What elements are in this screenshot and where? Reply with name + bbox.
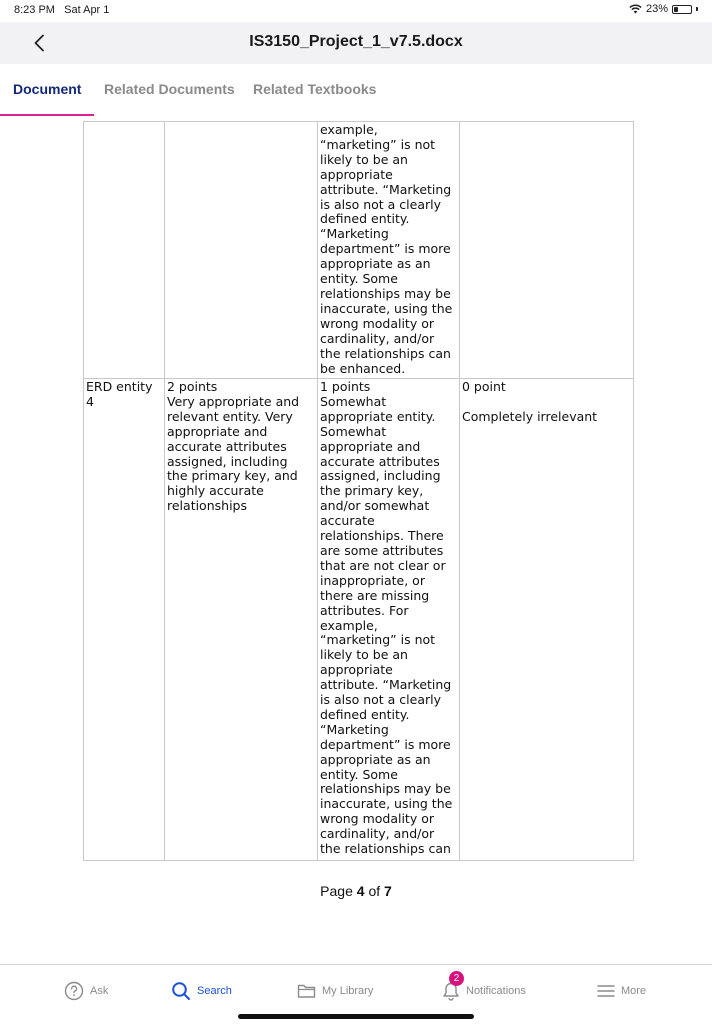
cell-line: attributes. For bbox=[320, 602, 409, 618]
cell-line: and/or somewhat bbox=[320, 498, 430, 514]
cell-line: wrong modality or bbox=[320, 315, 434, 331]
cell-line: inaccurate, using the bbox=[320, 796, 453, 812]
cell-line: Completely irrelevant bbox=[462, 408, 598, 424]
cell-line: wrong modality or bbox=[320, 811, 434, 827]
cell-line: accurate bbox=[320, 513, 375, 529]
cell-line: Somewhat bbox=[320, 393, 387, 409]
cell-line: that are not clear or bbox=[320, 557, 446, 573]
cell-line: cardinality, and/or bbox=[320, 826, 435, 842]
cell-line: example, bbox=[320, 123, 378, 137]
table-cell-partial bbox=[320, 380, 458, 860]
cell-line: attribute. “Marketing bbox=[320, 181, 452, 197]
cell-line: relevant entity. Very bbox=[167, 408, 293, 424]
cell-line: relationships may be bbox=[320, 285, 451, 301]
cell-line: 2 points bbox=[167, 380, 218, 394]
cell-line: are some attributes bbox=[320, 542, 444, 558]
cell-line: cardinality, and/or bbox=[320, 330, 435, 346]
cell-line: “marketing” is not bbox=[320, 632, 436, 648]
document-title: IS3150_Project_1_v7.5.docx bbox=[249, 33, 463, 50]
cell-line: attribute. “Marketing bbox=[320, 677, 452, 693]
cell-line: likely to be an bbox=[320, 151, 408, 167]
wifi-icon bbox=[629, 4, 642, 14]
total-pages: 7 bbox=[384, 883, 392, 899]
cell-line: relationships may be bbox=[320, 781, 451, 797]
cell-line: inappropriate, or bbox=[320, 572, 425, 588]
cell-line: likely to be an bbox=[320, 647, 408, 663]
menu-icon bbox=[597, 984, 615, 998]
status-bar bbox=[0, 0, 712, 22]
cell-line: “Marketing bbox=[320, 721, 389, 737]
tab-bar bbox=[0, 64, 712, 116]
cell-line: appropriate entity. bbox=[320, 408, 436, 424]
cell-line: entity. Some bbox=[320, 766, 398, 782]
table-cell-excellent bbox=[167, 380, 317, 514]
cell-line: be enhanced. bbox=[320, 360, 406, 376]
cell-line: “Marketing bbox=[320, 226, 389, 242]
status-time: 8:23 PM Sat Apr 1 bbox=[14, 4, 110, 16]
cell-line: department” is more bbox=[320, 241, 451, 257]
cell-line: assigned, including bbox=[167, 453, 288, 469]
table-cell-row1-partial bbox=[320, 123, 458, 376]
page-indicator: Page 4 of 7 bbox=[320, 883, 392, 899]
cell-line: defined entity. bbox=[320, 706, 410, 722]
tab-related-textbooks[interactable]: Related Textbooks bbox=[253, 81, 377, 97]
nav-more[interactable]: More bbox=[597, 979, 646, 1003]
battery-icon bbox=[672, 5, 692, 14]
cell-line: department” is more bbox=[320, 736, 451, 752]
cell-line: example, bbox=[320, 617, 378, 633]
cell-line: 0 point bbox=[462, 380, 506, 394]
home-indicator bbox=[238, 1014, 474, 1019]
cell-line: the primary key, and bbox=[167, 468, 298, 484]
cell-line: is also not a clearly bbox=[320, 692, 442, 708]
notifications-badge: 2 bbox=[449, 971, 464, 986]
nav-search[interactable]: Search bbox=[171, 979, 232, 1003]
cell-line: entity. Some bbox=[320, 271, 398, 287]
cell-line: ERD entity bbox=[86, 380, 153, 394]
cell-line: appropriate and bbox=[320, 438, 421, 454]
current-page: 4 bbox=[356, 883, 365, 899]
table-cell-criterion bbox=[86, 380, 163, 410]
battery-percent: 23% bbox=[645, 3, 668, 15]
cell-line: highly accurate bbox=[167, 483, 264, 499]
cell-line: the primary key, bbox=[320, 483, 424, 499]
cell-line: relationships bbox=[167, 498, 247, 514]
cell-line: accurate attributes bbox=[167, 438, 287, 454]
cell-line: appropriate bbox=[320, 662, 393, 678]
cell-line: accurate attributes bbox=[320, 453, 440, 469]
rubric-table bbox=[83, 121, 634, 861]
cell-line: appropriate as an bbox=[320, 751, 431, 767]
cell-line: the relationships can bbox=[320, 841, 451, 857]
cell-line: assigned, including bbox=[320, 468, 441, 484]
status-indicators bbox=[629, 3, 698, 15]
cell-line: “marketing” is not bbox=[320, 136, 436, 152]
cell-line: 4 bbox=[86, 393, 94, 409]
cell-line: Very appropriate and bbox=[167, 393, 300, 409]
folder-icon bbox=[297, 983, 316, 999]
nav-my-library[interactable]: My Library bbox=[297, 979, 373, 1003]
tab-related-documents[interactable]: Related Documents bbox=[104, 81, 235, 97]
cell-line: inaccurate, using the bbox=[320, 300, 453, 316]
search-icon bbox=[171, 981, 191, 1001]
nav-notifications[interactable]: 2 Notifications bbox=[442, 979, 526, 1003]
title-bar bbox=[0, 22, 712, 64]
nav-ask[interactable]: Ask bbox=[64, 979, 108, 1003]
cell-line: appropriate and bbox=[167, 423, 268, 439]
cell-line: is also not a clearly bbox=[320, 196, 442, 212]
cell-line: 1 points bbox=[320, 380, 371, 394]
table-cell-none bbox=[462, 380, 632, 425]
cell-line: the relationships can bbox=[320, 345, 451, 361]
tab-document[interactable]: Document bbox=[13, 81, 82, 97]
cell-line bbox=[462, 395, 632, 410]
cell-line: defined entity. bbox=[320, 211, 410, 227]
cell-line: Somewhat bbox=[320, 423, 387, 439]
question-circle-icon bbox=[64, 981, 84, 1001]
cell-line: there are missing bbox=[320, 587, 430, 603]
document-viewer[interactable] bbox=[0, 116, 712, 964]
cell-line: appropriate bbox=[320, 166, 393, 182]
cell-line: appropriate as an bbox=[320, 256, 431, 272]
cell-line: relationships. There bbox=[320, 528, 444, 544]
